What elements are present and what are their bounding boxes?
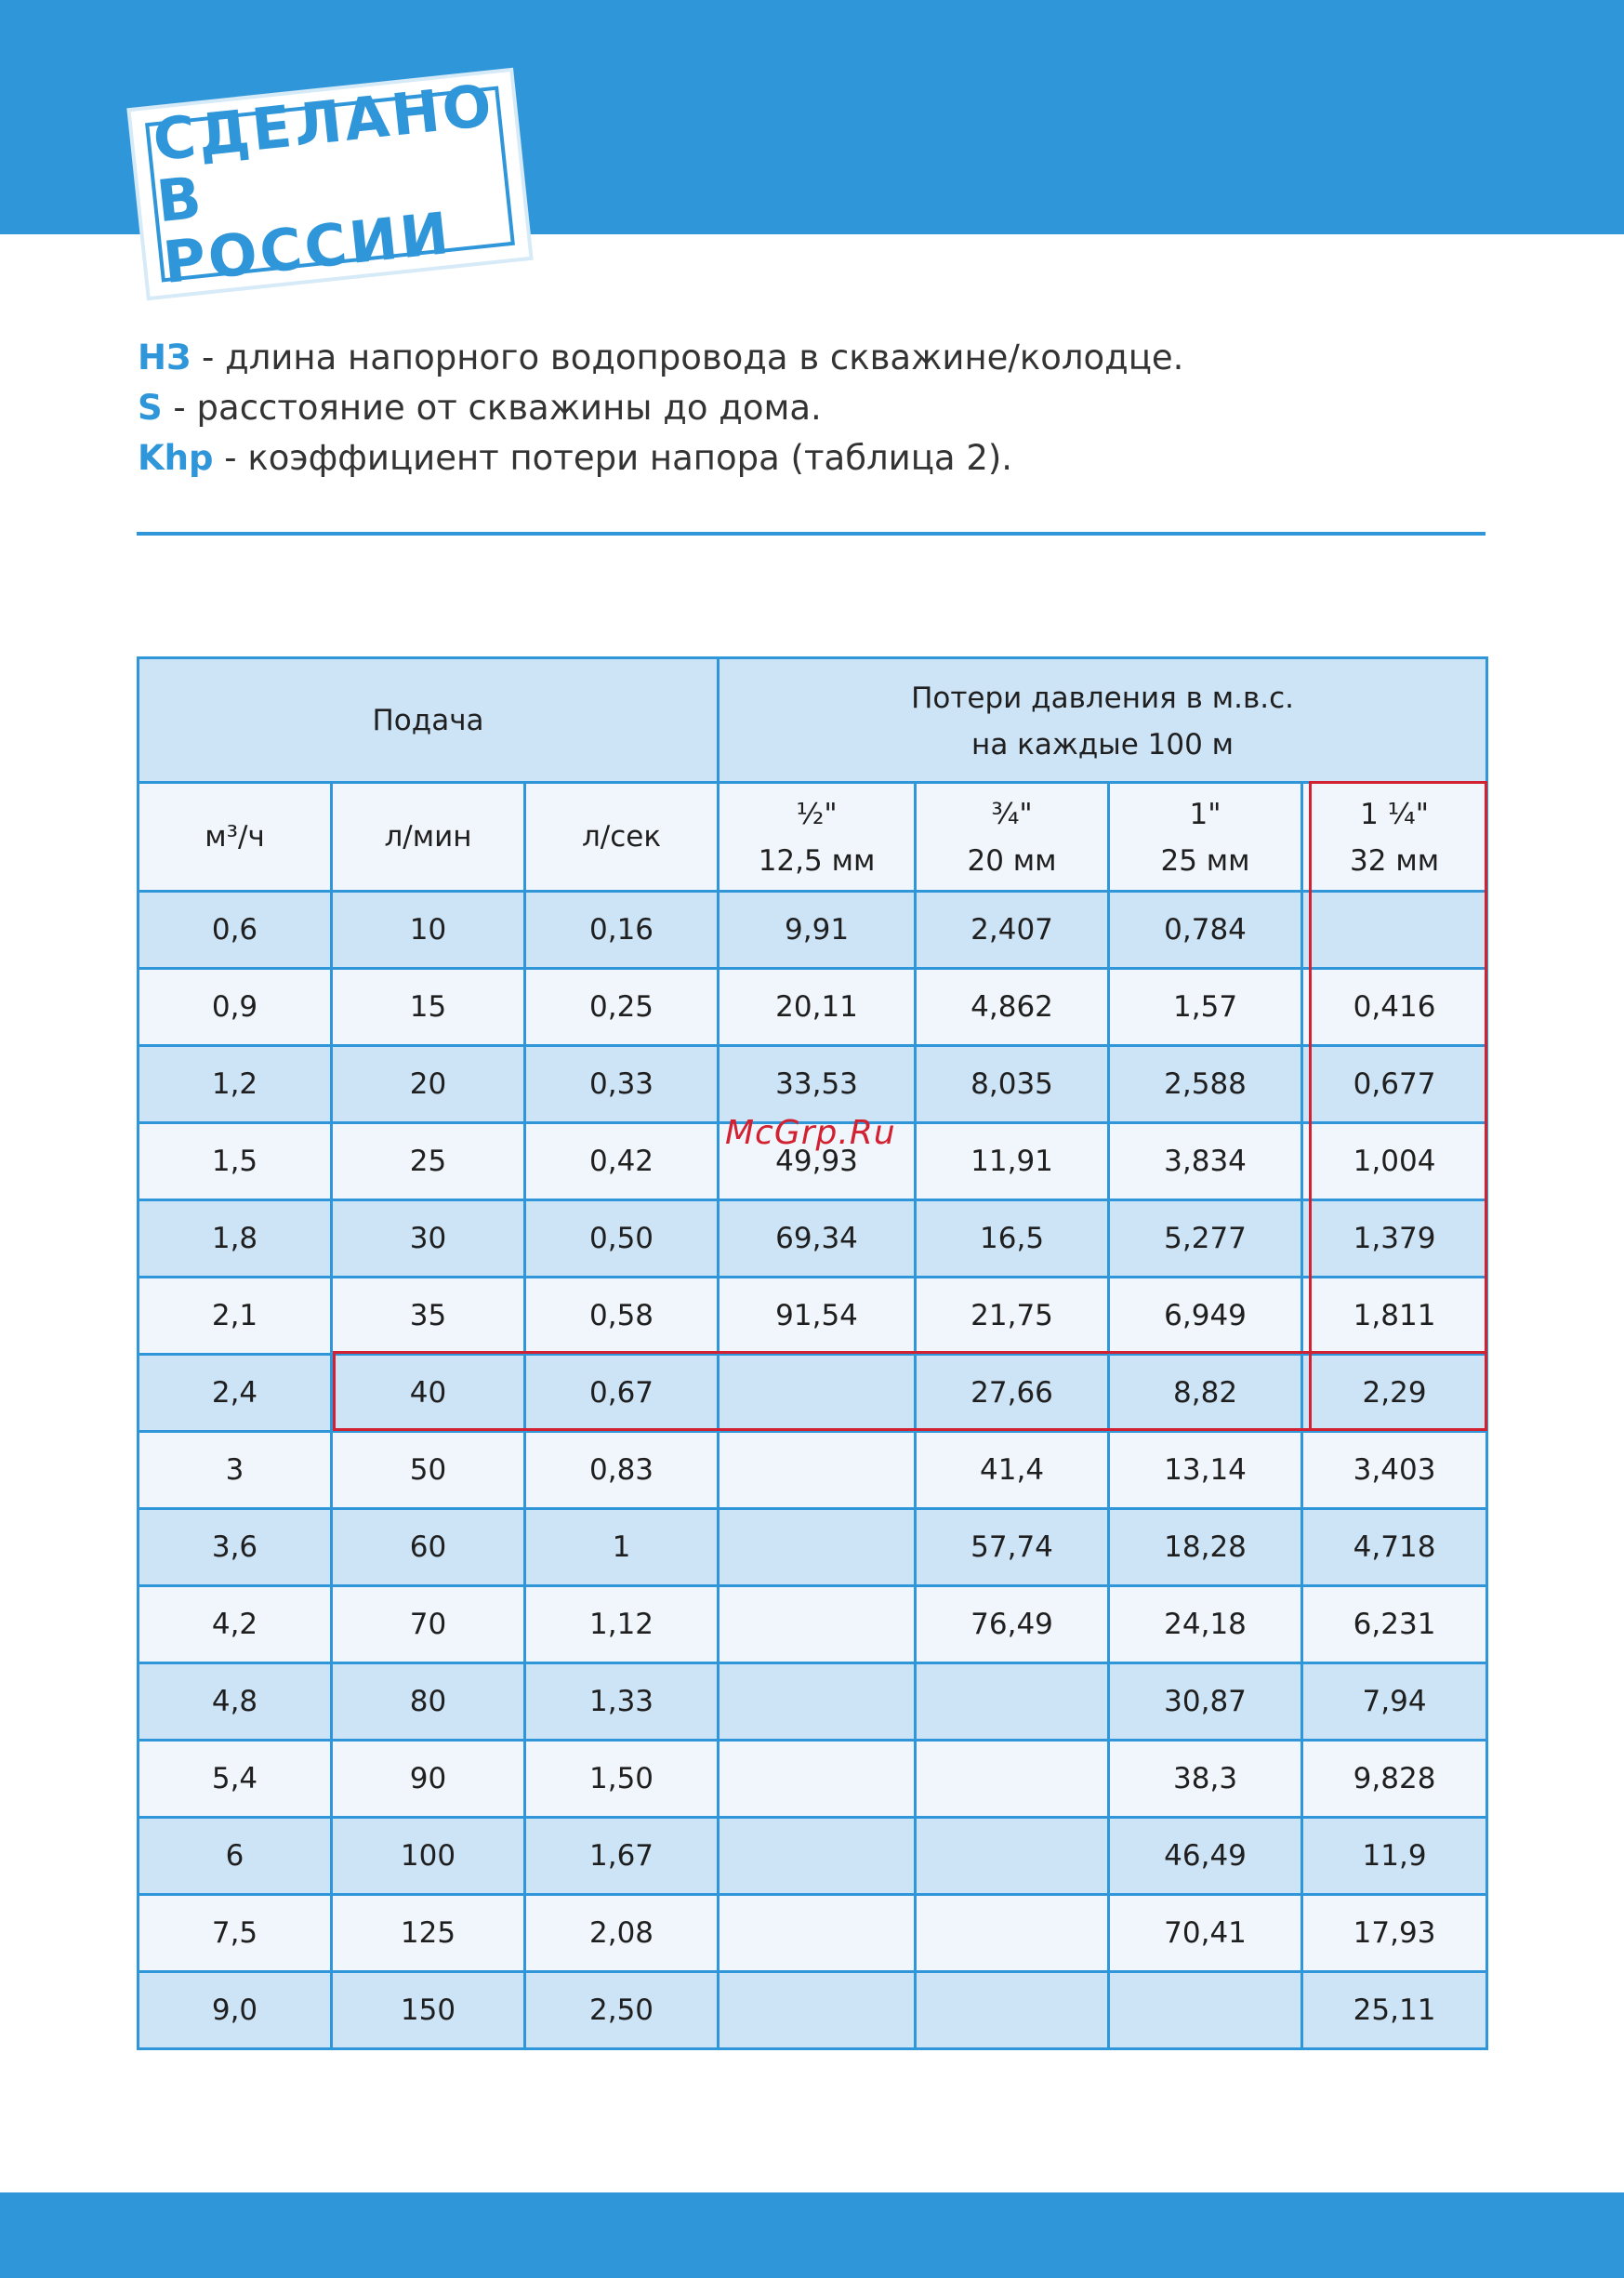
table-cell xyxy=(1109,1972,1302,2049)
table-cell xyxy=(719,1432,916,1509)
table-cell xyxy=(719,1972,916,2049)
table-cell: 1,57 xyxy=(1109,969,1302,1046)
table-cell: 25 xyxy=(332,1123,525,1200)
table-cell: 18,28 xyxy=(1109,1509,1302,1586)
table-cell: 30 xyxy=(332,1200,525,1278)
table-body xyxy=(139,892,1487,2049)
table-cell: 0,33 xyxy=(525,1046,719,1123)
table-cell: 2,407 xyxy=(916,892,1109,969)
table-cell xyxy=(916,1972,1109,2049)
divider xyxy=(137,532,1485,536)
table-cell: 1,12 xyxy=(525,1586,719,1663)
table-group-header-row xyxy=(139,658,1487,783)
table-cell: 9,91 xyxy=(719,892,916,969)
table-row xyxy=(139,1046,1487,1123)
table-cell: 6,949 xyxy=(1109,1278,1302,1355)
table-cell: 40 xyxy=(332,1355,525,1432)
stamp-line-1: СДЕЛАНО xyxy=(150,71,497,175)
made-in-russia-stamp xyxy=(131,72,530,297)
table-row xyxy=(139,969,1487,1046)
table-row xyxy=(139,1278,1487,1355)
table-cell: 70,41 xyxy=(1109,1895,1302,1972)
table-row xyxy=(139,1895,1487,1972)
table-cell: 2,1 xyxy=(139,1278,332,1355)
table-cell xyxy=(719,1586,916,1663)
table-cell: 20,11 xyxy=(719,969,916,1046)
sub-header-bottom: 32 мм xyxy=(1350,844,1440,878)
table-row xyxy=(139,892,1487,969)
table-cell: 0,83 xyxy=(525,1432,719,1509)
table-cell: 1 xyxy=(525,1509,719,1586)
table-row xyxy=(139,1200,1487,1278)
table-cell: 2,29 xyxy=(1302,1355,1487,1432)
table-cell: 8,82 xyxy=(1109,1355,1302,1432)
sub-header-cell xyxy=(332,783,525,892)
definition-khp xyxy=(138,433,1485,483)
sub-header-bottom: 20 мм xyxy=(967,844,1057,878)
table-row xyxy=(139,1972,1487,2049)
table-cell: 46,49 xyxy=(1109,1818,1302,1895)
table-cell: 0,67 xyxy=(525,1355,719,1432)
table-cell: 57,74 xyxy=(916,1509,1109,1586)
sub-header-top: ½" xyxy=(796,798,838,831)
table-cell: 2,588 xyxy=(1109,1046,1302,1123)
definition-nz xyxy=(138,333,1485,383)
sub-header-top: л/мин xyxy=(384,820,472,854)
table-cell: 10 xyxy=(332,892,525,969)
table-cell: 27,66 xyxy=(916,1355,1109,1432)
table-cell: 0,416 xyxy=(1302,969,1487,1046)
sub-header-bottom: 25 мм xyxy=(1160,844,1250,878)
sub-header-top: м³/ч xyxy=(205,820,265,854)
table-cell: 90 xyxy=(332,1741,525,1818)
table-cell: 125 xyxy=(332,1895,525,1972)
table-cell: 76,49 xyxy=(916,1586,1109,1663)
table-cell: 4,8 xyxy=(139,1663,332,1741)
table-cell: 1,8 xyxy=(139,1200,332,1278)
header-pressure-loss-line1: Потери давления в м.в.с. xyxy=(911,681,1295,715)
table-cell: 0,25 xyxy=(525,969,719,1046)
table-cell: 2,50 xyxy=(525,1972,719,2049)
table-cell xyxy=(719,1355,916,1432)
table-row xyxy=(139,1586,1487,1663)
sub-header-cell xyxy=(1302,783,1487,892)
table-cell: 6 xyxy=(139,1818,332,1895)
table-cell: 150 xyxy=(332,1972,525,2049)
definition-key: S xyxy=(138,388,163,428)
table-cell: 50 xyxy=(332,1432,525,1509)
table-cell: 0,9 xyxy=(139,969,332,1046)
sub-header-cell xyxy=(1109,783,1302,892)
table-cell: 100 xyxy=(332,1818,525,1895)
table-cell: 24,18 xyxy=(1109,1586,1302,1663)
table-cell: 1,2 xyxy=(139,1046,332,1123)
table-cell: 1,33 xyxy=(525,1663,719,1741)
table-cell xyxy=(916,1818,1109,1895)
definition-text: - расстояние от скважины до дома. xyxy=(162,388,822,428)
table-cell: 3,6 xyxy=(139,1509,332,1586)
table-cell: 0,58 xyxy=(525,1278,719,1355)
table-cell: 7,5 xyxy=(139,1895,332,1972)
bottom-banner xyxy=(0,2192,1624,2278)
pressure-loss-table xyxy=(137,656,1488,2050)
header-pressure-loss xyxy=(719,658,1487,783)
table-cell: 3 xyxy=(139,1432,332,1509)
table-cell: 1,67 xyxy=(525,1818,719,1895)
sub-header-cell xyxy=(139,783,332,892)
sub-header-cell xyxy=(916,783,1109,892)
definition-key: Khp xyxy=(138,438,214,478)
table-cell: 9,828 xyxy=(1302,1741,1487,1818)
sub-header-top: л/сек xyxy=(581,820,662,854)
table-cell xyxy=(719,1663,916,1741)
watermark: McGrp.Ru xyxy=(725,1114,896,1152)
header-flow: Подача xyxy=(139,658,719,783)
table-cell: 1,811 xyxy=(1302,1278,1487,1355)
table-cell: 15 xyxy=(332,969,525,1046)
table-cell: 4,718 xyxy=(1302,1509,1487,1586)
table-row xyxy=(139,1509,1487,1586)
table-cell: 1,004 xyxy=(1302,1123,1487,1200)
table-cell: 3,834 xyxy=(1109,1123,1302,1200)
table-row xyxy=(139,1818,1487,1895)
table-cell: 91,54 xyxy=(719,1278,916,1355)
stamp-line-2: В РОССИИ xyxy=(153,163,455,297)
table-cell: 8,035 xyxy=(916,1046,1109,1123)
table-cell: 5,277 xyxy=(1109,1200,1302,1278)
table-cell: 2,4 xyxy=(139,1355,332,1432)
table-cell: 0,42 xyxy=(525,1123,719,1200)
table-cell: 0,6 xyxy=(139,892,332,969)
table-cell: 1,5 xyxy=(139,1123,332,1200)
table-cell: 0,50 xyxy=(525,1200,719,1278)
table-cell: 3,403 xyxy=(1302,1432,1487,1509)
header-pressure-loss-line2: на каждые 100 м xyxy=(971,727,1235,762)
table-row xyxy=(139,1432,1487,1509)
table-cell: 5,4 xyxy=(139,1741,332,1818)
table-row xyxy=(139,1663,1487,1741)
table-cell: 1,50 xyxy=(525,1741,719,1818)
definition-text: - коэффициент потери напора (таблица 2). xyxy=(213,438,1013,478)
table-cell: 13,14 xyxy=(1109,1432,1302,1509)
table-cell: 70 xyxy=(332,1586,525,1663)
sub-header-bottom: 12,5 мм xyxy=(758,844,876,878)
table-cell: 49,93 xyxy=(719,1123,916,1200)
definition-key: НЗ xyxy=(138,338,191,377)
sub-header-top: 1 ¼" xyxy=(1360,798,1429,831)
table-cell: 11,9 xyxy=(1302,1818,1487,1895)
table-cell: 35 xyxy=(332,1278,525,1355)
table-cell xyxy=(719,1818,916,1895)
stamp-border xyxy=(145,71,515,297)
table-row xyxy=(139,1355,1487,1432)
sub-header-cell xyxy=(719,783,916,892)
table-cell: 4,2 xyxy=(139,1586,332,1663)
table-cell xyxy=(916,1895,1109,1972)
sub-header-top: ¾" xyxy=(991,798,1033,831)
sub-header-cell xyxy=(525,783,719,892)
table-cell xyxy=(916,1663,1109,1741)
table-cell xyxy=(719,1741,916,1818)
table-cell: 69,34 xyxy=(719,1200,916,1278)
table-cell: 80 xyxy=(332,1663,525,1741)
table-cell: 21,75 xyxy=(916,1278,1109,1355)
table-cell: 30,87 xyxy=(1109,1663,1302,1741)
table-cell xyxy=(1302,892,1487,969)
table-cell: 9,0 xyxy=(139,1972,332,2049)
table-cell: 0,677 xyxy=(1302,1046,1487,1123)
table-cell: 0,784 xyxy=(1109,892,1302,969)
table-cell: 41,4 xyxy=(916,1432,1109,1509)
table-cell: 25,11 xyxy=(1302,1972,1487,2049)
table-cell: 6,231 xyxy=(1302,1586,1487,1663)
definitions-list xyxy=(138,333,1485,483)
table-cell: 16,5 xyxy=(916,1200,1109,1278)
table-cell: 38,3 xyxy=(1109,1741,1302,1818)
table-cell: 2,08 xyxy=(525,1895,719,1972)
definition-s xyxy=(138,383,1485,433)
table-cell: 33,53 xyxy=(719,1046,916,1123)
table-cell xyxy=(719,1509,916,1586)
table-cell: 20 xyxy=(332,1046,525,1123)
table-cell: 0,16 xyxy=(525,892,719,969)
table-cell: 11,91 xyxy=(916,1123,1109,1200)
table-cell: 7,94 xyxy=(1302,1663,1487,1741)
table-cell: 60 xyxy=(332,1509,525,1586)
table-cell: 4,862 xyxy=(916,969,1109,1046)
table-cell: 17,93 xyxy=(1302,1895,1487,1972)
table-cell xyxy=(719,1895,916,1972)
definition-text: - длина напорного водопровода в скважине/колодце. xyxy=(191,338,1184,377)
sub-header-top: 1" xyxy=(1189,798,1221,831)
table-row xyxy=(139,1741,1487,1818)
table-cell xyxy=(916,1741,1109,1818)
table-sub-header-row xyxy=(139,783,1487,892)
table-cell: 1,379 xyxy=(1302,1200,1487,1278)
